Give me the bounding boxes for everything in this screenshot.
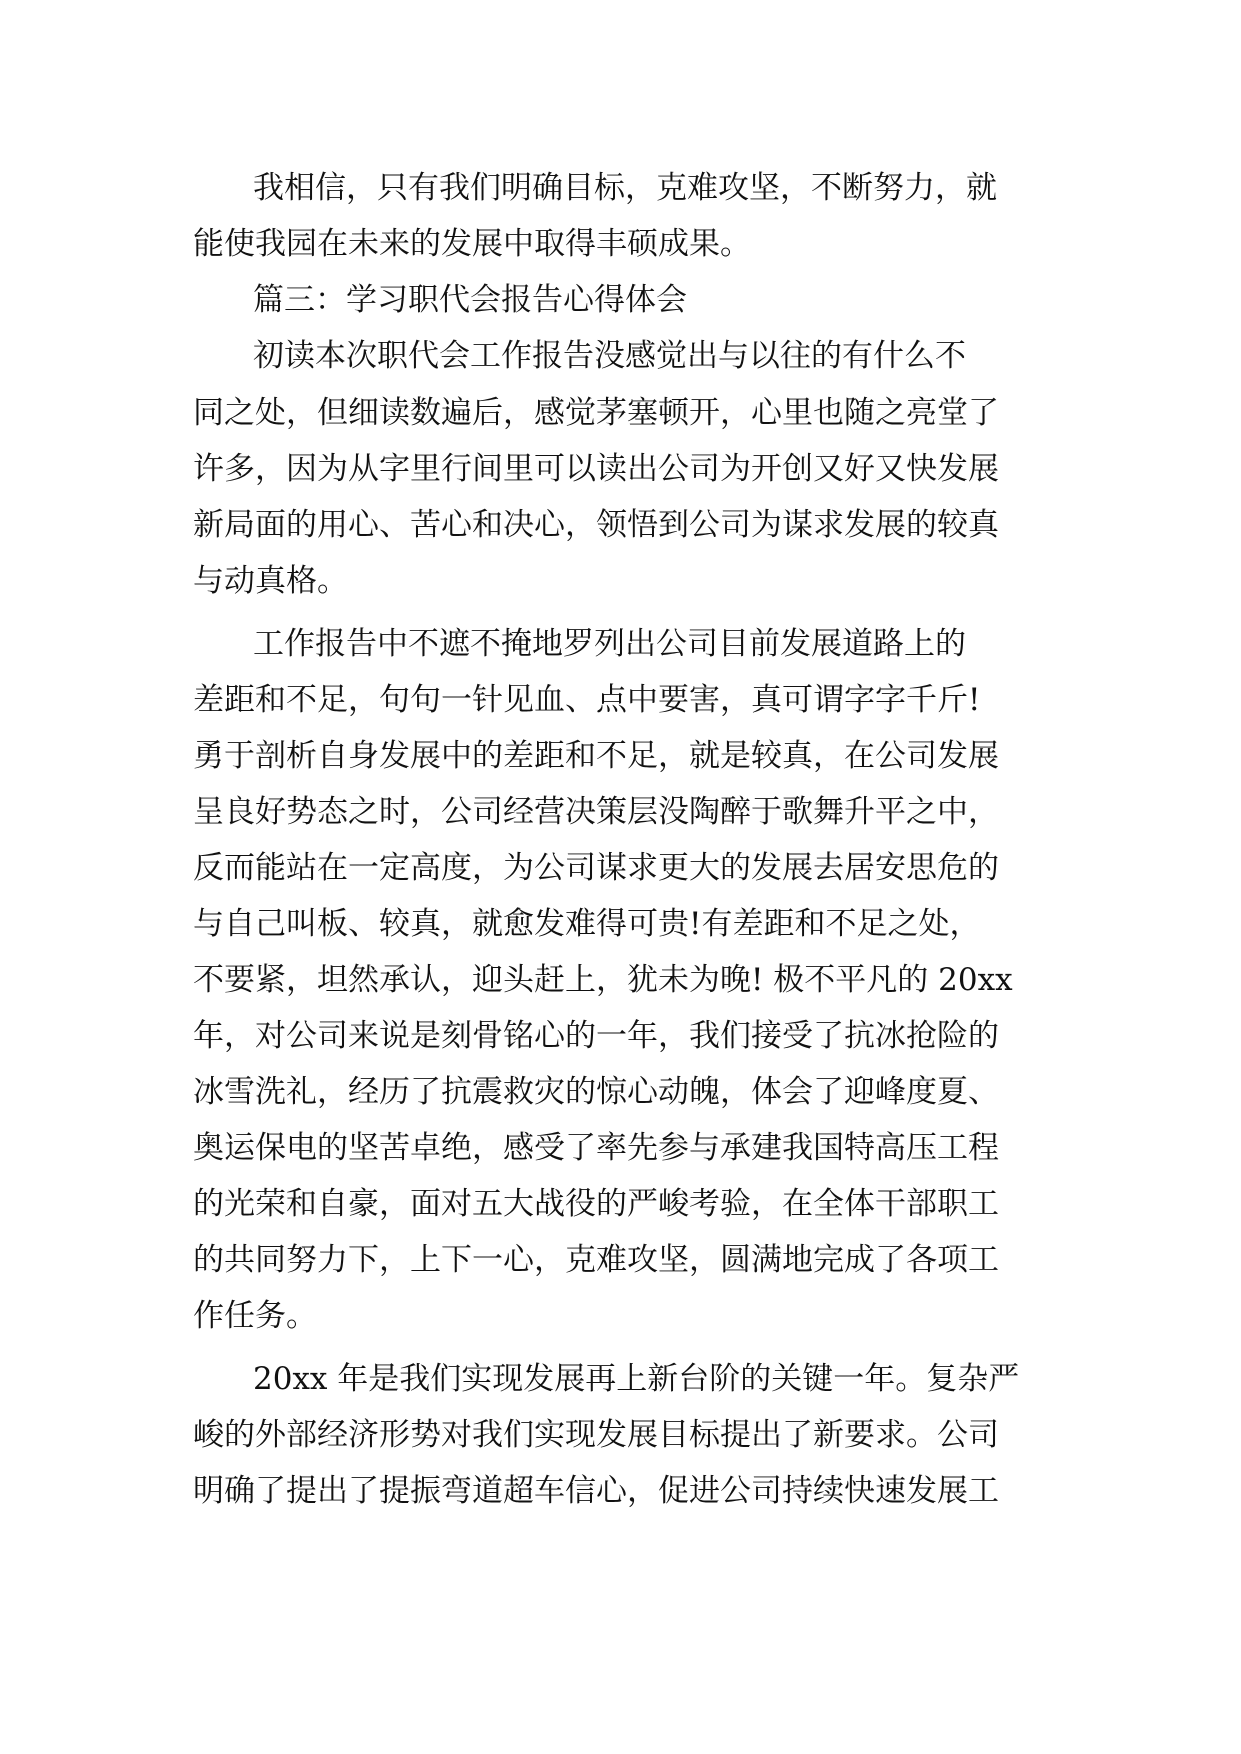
text-line: 能使我园在未来的发展中取得丰硕成果。 [193, 226, 751, 262]
text-line: 与自己叫板、较真，就愈发难得可贵!有差距和不足之处， [193, 906, 981, 942]
text-line: 工作报告中不遮不掩地罗列出公司目前发展道路上的 [253, 626, 966, 662]
text-line: 的光荣和自豪，面对五大战役的严峻考验，在全体干部职工 [193, 1186, 999, 1222]
text-line: 明确了提出了提振弯道超车信心，促进公司持续快速发展工 [193, 1473, 999, 1509]
text-line: 我相信，只有我们明确目标，克难攻坚，不断努力，就 [253, 170, 997, 206]
text-line: 作任务。 [193, 1298, 317, 1334]
text-line: 许多，因为从字里行间里可以读出公司为开创又好又快发展 [193, 451, 999, 487]
text-line: 与动真格。 [193, 563, 348, 599]
text-line: 不要紧，坦然承认，迎头赶上，犹未为晚! 极不平凡的 20xx [193, 962, 1013, 998]
text-line: 初读本次职代会工作报告没感觉出与以往的有什么不 [253, 338, 966, 374]
text-line: 的共同努力下，上下一心，克难攻坚，圆满地完成了各项工 [193, 1242, 999, 1278]
text-line: 20xx 年是我们实现发展再上新台阶的关键一年。复杂严 [253, 1361, 1020, 1397]
text-line: 差距和不足，句句一针见血、点中要害，真可谓字字千斤! [193, 682, 981, 718]
text-line: 勇于剖析自身发展中的差距和不足，就是较真，在公司发展 [193, 738, 999, 774]
text-line: 峻的外部经济形势对我们实现发展目标提出了新要求。公司 [193, 1417, 999, 1453]
text-line: 呈良好势态之时，公司经营决策层没陶醉于歌舞升平之中， [193, 794, 999, 830]
text-line: 冰雪洗礼，经历了抗震救灾的惊心动魄，体会了迎峰度夏、 [193, 1074, 999, 1110]
text-line: 反而能站在一定高度，为公司谋求更大的发展去居安思危的 [193, 850, 999, 886]
text-line: 年，对公司来说是刻骨铭心的一年，我们接受了抗冰抢险的 [193, 1018, 999, 1054]
text-line: 新局面的用心、苦心和决心，领悟到公司为谋求发展的较真 [193, 507, 999, 543]
text-line: 同之处，但细读数遍后，感觉茅塞顿开，心里也随之亮堂了 [193, 395, 999, 431]
section-heading: 篇三：学习职代会报告心得体会 [253, 282, 687, 318]
text-line: 奥运保电的坚苦卓绝，感受了率先参与承建我国特高压工程 [193, 1130, 999, 1166]
